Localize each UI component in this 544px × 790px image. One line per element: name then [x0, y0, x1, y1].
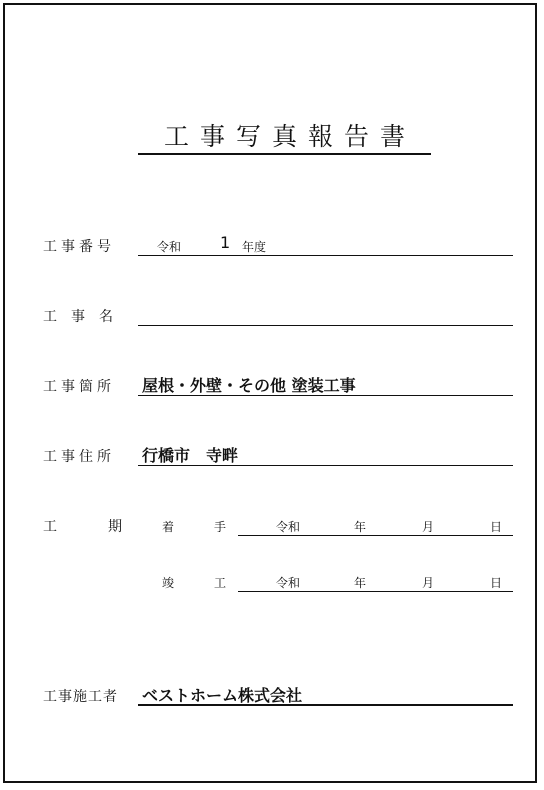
sekosha-value: ベストホーム株式会社	[142, 686, 303, 705]
koji-kasho-label: 工事箇所	[43, 379, 115, 395]
koki-label-2: 期	[108, 519, 126, 535]
end-label-1: 竣	[162, 576, 175, 590]
end-line	[238, 591, 513, 592]
koji-jusho-line	[138, 465, 513, 466]
start-day: 日	[490, 520, 503, 534]
document-title-text: 工事写真報告書	[163, 122, 416, 151]
sekosha-label: 工事施工者	[43, 689, 118, 705]
koji-bango-suffix: 年度	[242, 240, 267, 254]
koji-jusho-label: 工事住所	[43, 449, 115, 465]
end-day: 日	[490, 576, 503, 590]
koji-jusho-value: 行橋市 寺畔	[142, 446, 239, 465]
end-label-2: 工	[214, 576, 227, 590]
end-year: 年	[354, 576, 367, 590]
koji-bango-label: 工事番号	[43, 239, 115, 255]
start-line	[238, 535, 513, 536]
start-year: 年	[354, 520, 367, 534]
sekosha-line	[138, 704, 513, 706]
start-label-1: 着	[162, 520, 175, 534]
start-label-2: 手	[214, 520, 227, 534]
start-month: 月	[422, 520, 435, 534]
koji-bango-era: 令和	[157, 240, 182, 254]
koji-mei-line	[138, 325, 513, 326]
koji-bango-line	[138, 255, 513, 256]
start-era: 令和	[276, 520, 301, 534]
document-title	[138, 121, 431, 155]
koji-mei-label: 工 事 名	[43, 309, 113, 325]
end-era: 令和	[276, 576, 301, 590]
koji-bango-year: 1	[220, 233, 231, 252]
koji-kasho-value: 屋根・外壁・その他 塗装工事	[142, 376, 356, 395]
koji-kasho-line	[138, 395, 513, 396]
koki-label-1: 工	[43, 519, 61, 535]
end-month: 月	[422, 576, 435, 590]
